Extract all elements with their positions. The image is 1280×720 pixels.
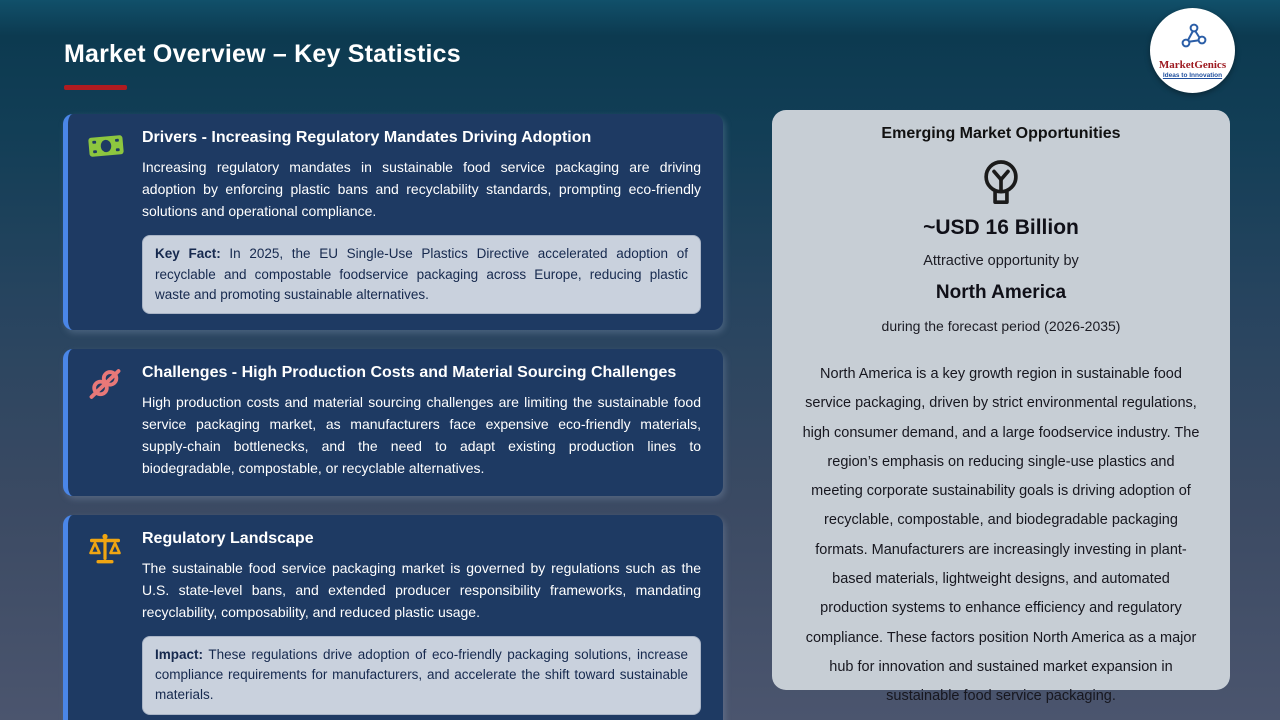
card-challenges-title: Challenges - High Production Costs and Material Sourcing Challenges <box>142 364 677 382</box>
card-drivers-keyfact <box>142 235 701 314</box>
broken-link-icon <box>87 363 125 479</box>
scales-icon <box>87 529 125 715</box>
card-regulatory <box>63 515 723 720</box>
card-challenges-body: High production costs and material sourcing challenges are limiting the sustainable food service packaging market, as manufacturers face expensive eco-friendly materials, supply-chain bottlenecks, and the need to adapt existing production lines to biodegradable, compostable, or recyclable alternatives. <box>142 394 701 477</box>
molecule-icon <box>1177 22 1209 57</box>
banknote-icon <box>87 128 125 314</box>
card-regulatory-body: The sustainable food service packaging market is governed by regulations such as the U.S. state-level bans, and extended producer responsibility frameworks, mandating recyclability, composability, and reduced plastic usage. <box>142 559 701 620</box>
card-drivers-body: Increasing regulatory mandates in sustainable food service packaging are driving adoption by enforcing plastic bans and recyclability standards, prompting eco-friendly solutions and operational compliance. <box>142 159 701 220</box>
impact-label: Impact: <box>155 646 204 662</box>
title-underline <box>64 85 127 90</box>
card-challenges-content <box>142 363 701 479</box>
opportunity-value: ~USD 16 Billion <box>923 216 1079 239</box>
card-regulatory-content <box>142 529 701 715</box>
card-drivers-title: Drivers - Increasing Regulatory Mandates Driving Adoption <box>142 129 592 146</box>
opportunity-period: during the forecast period (2026-2035) <box>881 318 1121 334</box>
cards-column <box>63 114 723 720</box>
logo-tagline: Ideas to Innovation <box>1162 72 1223 80</box>
keyfact-text: In 2025, the EU Single-Use Plastics Directive accelerated adoption of recyclable and compostable foodservice packaging across Europe, reducing plastic waste and promoting sustainable alternatives. <box>155 246 688 302</box>
card-drivers-content <box>142 128 701 314</box>
keyfact-label: Key Fact: <box>155 246 221 262</box>
impact-text: These regulations drive adoption of eco-friendly packaging solutions, increase compliance requirements for manufacturers, and accelerate the shift toward sustainable materials. <box>155 646 688 703</box>
opportunity-subtitle: Attractive opportunity by <box>923 253 1079 269</box>
opportunity-panel <box>772 110 1230 705</box>
marketgenics-logo <box>1150 8 1235 93</box>
opportunity-region: North America <box>935 282 1067 303</box>
card-challenges <box>63 349 723 495</box>
page-title: Market Overview – Key Statistics <box>64 40 461 68</box>
opportunity-paragraph: North America is a key growth region in sustainable food service packaging, driven by strict environmental regulations, high consumer demand, and a large foodservice industry. The region’s emphasis on reducing single-use plastics and meeting corporate sustainability goals is driving adoption of recyclable, compostable, and biodegradable packaging formats. Manufacturers are increasingly investing in plant-based materials, lightweight designs, and automated production systems to enhance efficiency and regulatory compliance. These factors position North America as a major hub for innovation and sustained market expansion in sustainable food service packaging. <box>802 366 1200 705</box>
card-drivers <box>63 114 723 330</box>
lightbulb-icon <box>800 158 1202 214</box>
logo-name: MarketGenics <box>1158 58 1227 71</box>
card-regulatory-impact <box>142 636 701 715</box>
card-regulatory-title: Regulatory Landscape <box>142 529 314 547</box>
opportunity-title: Emerging Market Opportunities <box>881 125 1121 142</box>
